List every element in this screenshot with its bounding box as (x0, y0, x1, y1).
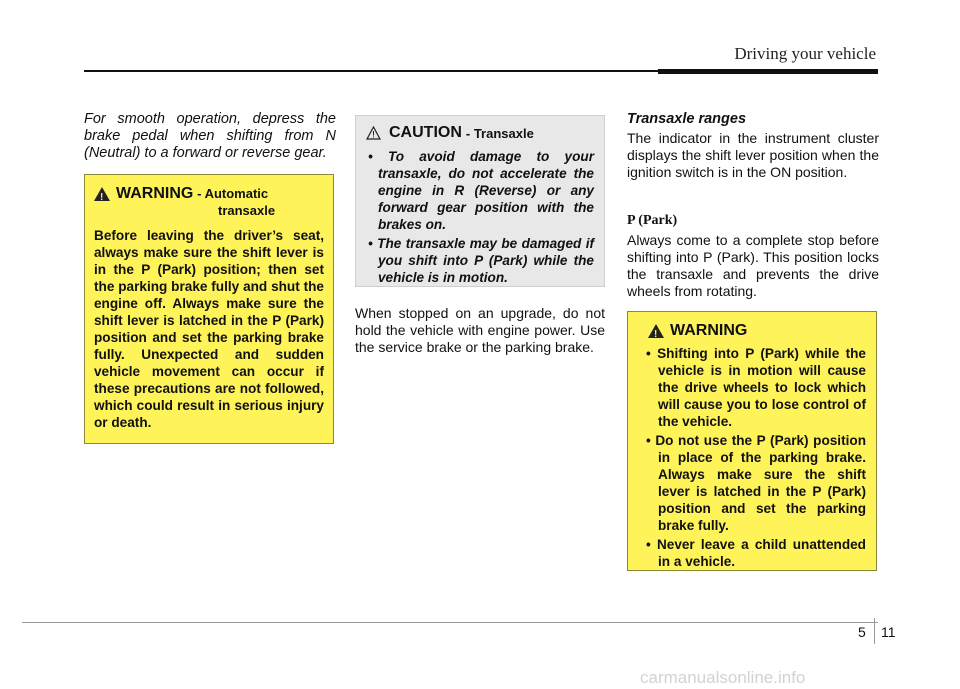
park-paragraph: Always come to a complete stop before shifting into P (Park). This position locks the transaxle and prevents the drive wheels from rotating. (627, 232, 879, 299)
warning-title: WARNING (116, 185, 194, 202)
caution-box-transaxle (355, 115, 605, 287)
caution-item: • The transaxle may be damaged if you shift into P (Park) while the vehicle is in motion. (366, 235, 594, 286)
warning-subtitle-2: transaxle (218, 203, 276, 218)
caution-triangle-icon (366, 126, 381, 140)
warning-item: • Do not use the P (Park) position in place of the parking brake. Always make sure the shift lever is latched in the P (Park) position and set the parking brake fully. (638, 432, 866, 534)
warning-item: • Never leave a child unattended in a vehicle. (638, 536, 866, 570)
chapter-number: 5 (858, 624, 866, 640)
header-rule-accent (658, 69, 878, 74)
warning-box-park (627, 311, 877, 571)
transaxle-ranges-paragraph: The indicator in the instrument cluster displays the shift lever position when the ignition switch is in the ON position. (627, 130, 879, 180)
warning-box-automatic-transaxle (84, 174, 334, 444)
caution-subtitle: - Transaxle (465, 125, 534, 141)
warning-subtitle-1: - Automatic (197, 186, 269, 201)
warning-triangle-icon (648, 324, 664, 338)
warning-list (638, 345, 866, 570)
caution-header (366, 124, 594, 142)
watermark: carmanualsonline.info (640, 668, 806, 687)
caution-item: • To avoid damage to your transaxle, do not accelerate the engine in R (Reverse) or any forward gear position with the brakes on. (366, 148, 594, 233)
footer-rule (22, 622, 878, 623)
warning-item: • Shifting into P (Park) while the vehicle is in motion will cause the drive wheels to lock which will cause you to lose control of the vehicle. (638, 345, 866, 430)
section-heading-transaxle-ranges: Transaxle ranges (627, 111, 747, 127)
page-number: 11 (881, 624, 896, 640)
page-header-title: Driving your vehicle (734, 44, 876, 63)
warning-title: WARNING (670, 322, 748, 339)
park-heading: P (Park) (627, 213, 678, 228)
caution-title: CAUTION (389, 124, 462, 141)
caution-list (366, 148, 594, 286)
warning-triangle-icon (94, 187, 110, 201)
upgrade-paragraph: When stopped on an upgrade, do not hold the vehicle with engine power. Use the service brake or the parking brake. (355, 305, 605, 355)
footer-divider (874, 618, 875, 644)
warning-header (648, 322, 866, 339)
warning-body: Before leaving the driver’s seat, always make sure the shift lever is in the P (Park) position; then set the parking brake fully and shut the engine off. Always make sure the shift lever is latched in the P (Park) position and set the parking brake fully. Unexpected and sudden vehicle movement can occur if these precautions are not followed, which could result in serious injury or death. (94, 228, 324, 430)
warning-header (94, 185, 324, 219)
intro-paragraph: For smooth operation, depress the brake pedal when shifting from N (Neutral) to a forward or reverse gear. (84, 111, 336, 161)
